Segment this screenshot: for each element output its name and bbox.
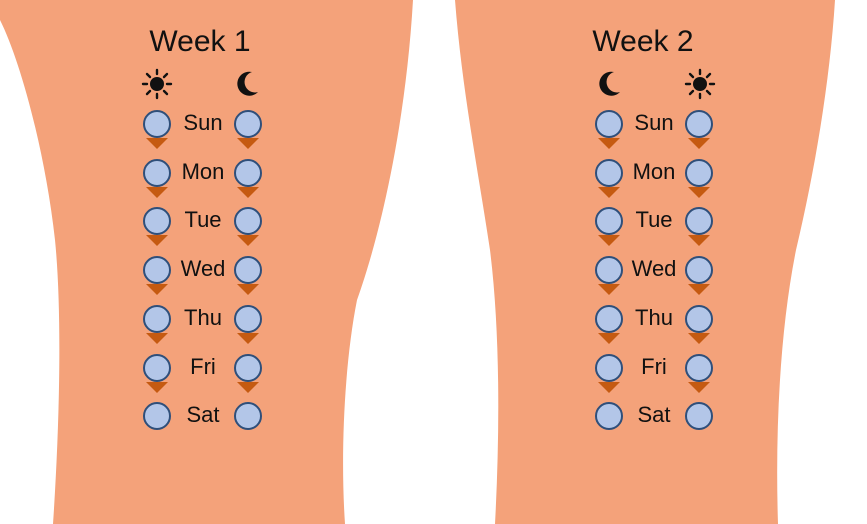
dose-circle-left — [595, 354, 623, 382]
dose-circle-left — [595, 256, 623, 284]
dose-circle-left — [595, 402, 623, 430]
dose-circle-left — [143, 402, 171, 430]
sun-icon — [141, 68, 173, 100]
arrow-down-icon — [237, 382, 259, 393]
dose-circle-right — [234, 354, 262, 382]
day-label: Fri — [190, 353, 216, 379]
arrow-down-icon — [237, 333, 259, 344]
arrow-down-icon — [598, 333, 620, 344]
day-label: Thu — [635, 304, 673, 330]
day-label: Mon — [632, 158, 676, 184]
dose-circle-left — [595, 305, 623, 333]
dose-circle-right — [234, 159, 262, 187]
day-label: Wed — [631, 256, 677, 282]
day-label: Mon — [181, 158, 225, 184]
dose-circle-left — [143, 256, 171, 284]
dose-circle-right — [234, 402, 262, 430]
dose-circle-right — [685, 305, 713, 333]
dose-circle-left — [595, 110, 623, 138]
dose-circle-right — [234, 110, 262, 138]
dose-circle-right — [685, 354, 713, 382]
day-label: Fri — [641, 353, 667, 379]
day-label: Sat — [186, 402, 220, 428]
arrow-down-icon — [237, 235, 259, 246]
arrow-down-icon — [598, 284, 620, 295]
day-label: Thu — [184, 304, 222, 330]
arrow-down-icon — [146, 235, 168, 246]
dose-circle-right — [234, 305, 262, 333]
arrow-down-icon — [237, 187, 259, 198]
arrow-down-icon — [146, 138, 168, 149]
sun-icon — [684, 68, 716, 100]
dose-circle-right — [234, 256, 262, 284]
day-label: Tue — [184, 207, 222, 233]
arrow-down-icon — [598, 235, 620, 246]
arrow-down-icon — [146, 187, 168, 198]
arrow-down-icon — [688, 284, 710, 295]
moon-icon — [232, 68, 264, 100]
dose-circle-right — [685, 110, 713, 138]
arrow-down-icon — [146, 333, 168, 344]
day-label: Sun — [634, 110, 674, 135]
arrow-down-icon — [688, 333, 710, 344]
arrow-down-icon — [598, 187, 620, 198]
arrow-down-icon — [688, 187, 710, 198]
arrow-down-icon — [237, 284, 259, 295]
arrow-down-icon — [237, 138, 259, 149]
arrow-down-icon — [598, 382, 620, 393]
arrow-down-icon — [146, 382, 168, 393]
dose-circle-right — [685, 159, 713, 187]
dose-circle-right — [685, 256, 713, 284]
dose-circle-left — [143, 305, 171, 333]
day-label: Tue — [635, 207, 673, 233]
dose-circle-left — [143, 110, 171, 138]
moon-icon — [594, 68, 626, 100]
arrow-down-icon — [688, 138, 710, 149]
arrow-down-icon — [688, 382, 710, 393]
dose-circle-left — [595, 159, 623, 187]
week-2-title: Week 2 — [592, 25, 694, 58]
dose-circle-left — [143, 159, 171, 187]
dose-circle-left — [143, 354, 171, 382]
day-label: Sat — [637, 402, 671, 428]
week-1-title: Week 1 — [149, 25, 251, 58]
dose-circle-right — [685, 402, 713, 430]
arrow-down-icon — [146, 284, 168, 295]
day-label: Wed — [180, 256, 226, 282]
arrow-down-icon — [688, 235, 710, 246]
arrow-down-icon — [598, 138, 620, 149]
day-label: Sun — [183, 110, 223, 135]
